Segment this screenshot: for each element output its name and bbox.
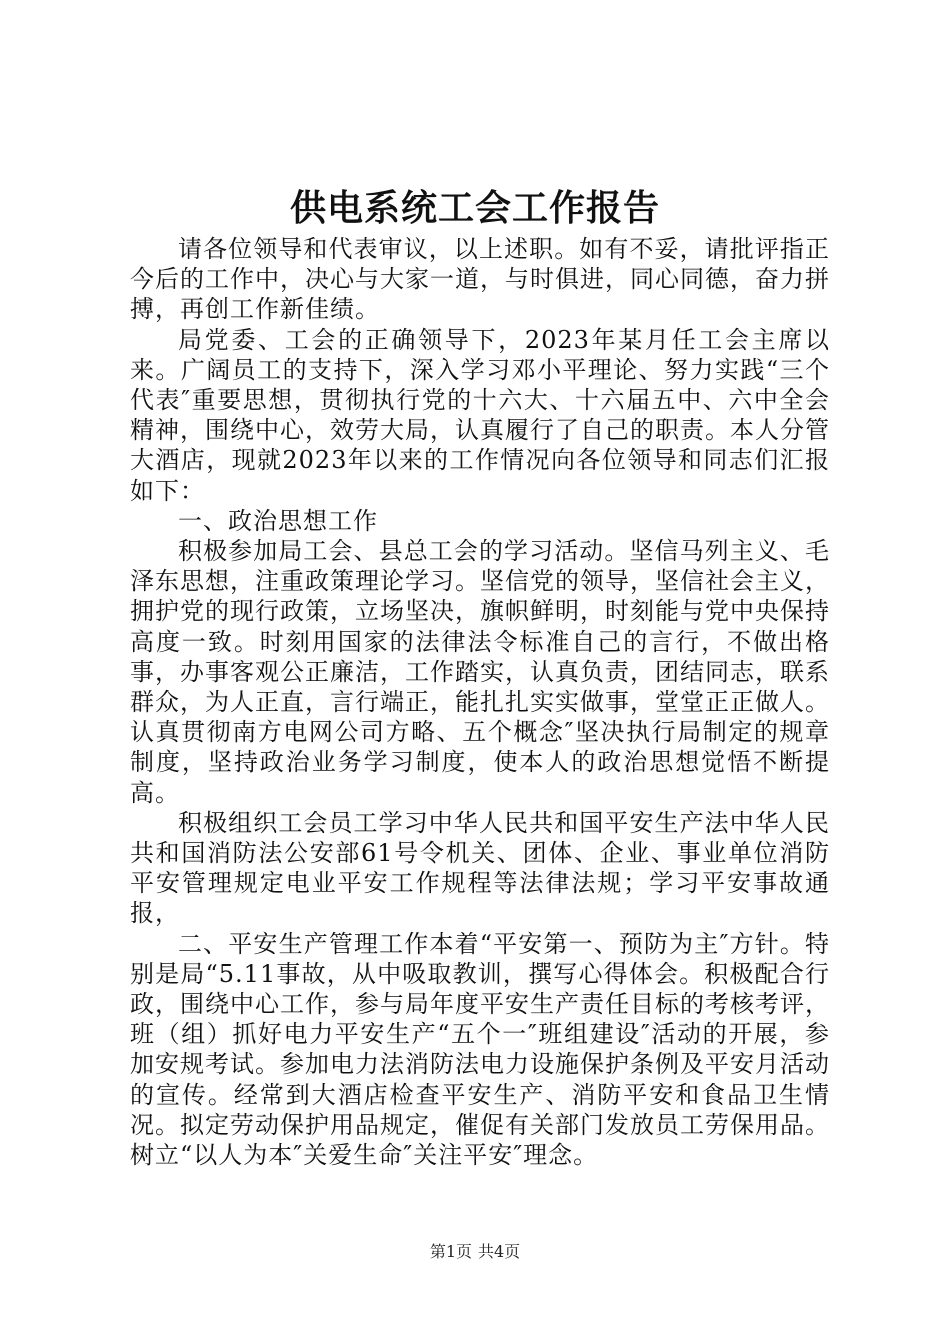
- document-body: [130, 234, 830, 1170]
- paragraph-law-study: 积极组织工会员工学习中华人民共和国平安生产法中华人民共和国消防法公安部61号令机关、团体、企业、事业单位消防平安管理规定电业平安工作规程等法律法规；学习平安事故通报，: [130, 808, 830, 928]
- page-footer: [0, 1241, 950, 1263]
- paragraph-closing-remarks: 请各位领导和代表审议，以上述职。如有不妥，请批评指正今后的工作中，决心与大家一道，与时俱进，同心同德，奋力拼搏，再创工作新佳绩。: [130, 235, 830, 324]
- page-total: 共4页: [478, 1242, 521, 1261]
- section-heading-political: 一、政治思想工作: [178, 506, 378, 535]
- paragraph-introduction: 局党委、工会的正确领导下，2023年某月任工会主席以来。广阔员工的支持下，深入学习邓小平理论、努力实践“三个代表″重要思想，贯彻执行党的十六大、十六届五中、六中全会精神，围绕中心，效劳大局，认真履行了自己的职责。本人分管大酒店，现就2023年以来的工作情况向各位领导和同志们汇报如下：: [130, 325, 830, 505]
- paragraph-political-work: 积极参加局工会、县总工会的学习活动。坚信马列主义、毛泽东思想，注重政策理论学习。坚信党的领导，坚信社会主义，拥护党的现行政策，立场坚决，旗帜鲜明，时刻能与党中央保持高度一致。时刻用国家的法律法令标准自己的言行，不做出格事，办事客观公正廉洁，工作踏实，认真负责，团结同志，联系群众，为人正直，言行端正，能扎扎实实做事，堂堂正正做人。认真贯彻南方电网公司方略、五个概念″坚决执行局制定的规章制度，坚持政治业务学习制度，使本人的政治思想觉悟不断提高。: [130, 537, 830, 807]
- document-title: 供电系统工会工作报告: [289, 187, 660, 229]
- page-number: 第1页: [429, 1242, 472, 1261]
- paragraph-safety-management: 二、平安生产管理工作本着“平安第一、预防为主″方针。特别是局“5.11事故，从中吸取教训，撰写心得体会。积极配合行政，围绕中心工作，参与局年度平安生产责任目标的考核考评，班（组）抓好电力平安生产“五个一″班组建设″活动的开展，参加安规考试。参加电力法消防法电力设施保护条例及平安月活动的宣传。经常到大酒店检查平安生产、消防平安和食品卫生情况。拟定劳动保护用品规定，催促有关部门发放员工劳保用品。树立“以人为本″关爱生命″关注平安″理念。: [130, 929, 830, 1170]
